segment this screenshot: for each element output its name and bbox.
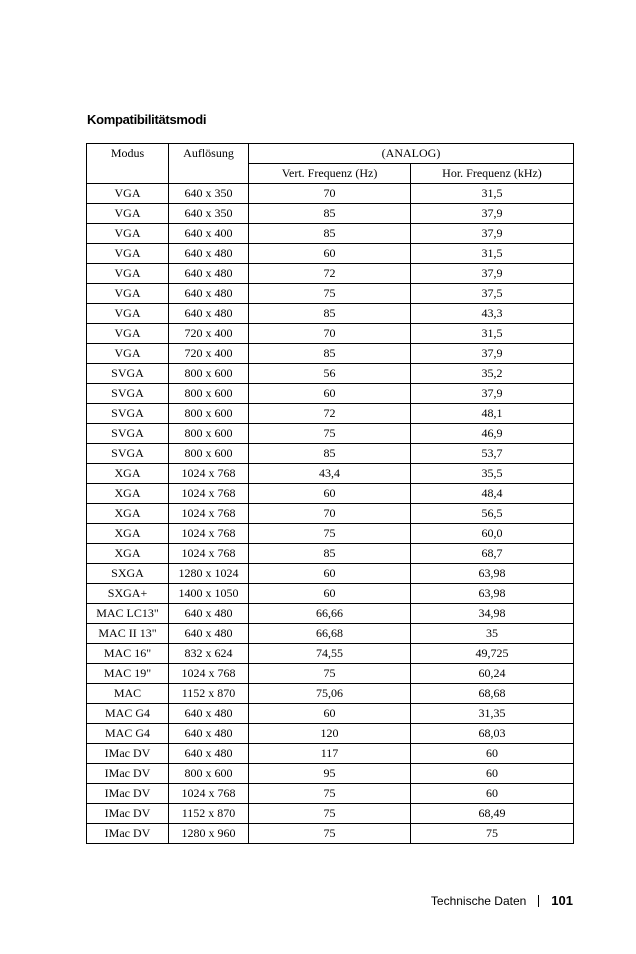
cell-resolution: 1024 x 768 — [169, 484, 249, 504]
cell-resolution: 640 x 480 — [169, 744, 249, 764]
cell-resolution: 720 x 400 — [169, 324, 249, 344]
cell-hor-frequency: 60,0 — [411, 524, 574, 544]
cell-hor-frequency: 46,9 — [411, 424, 574, 444]
cell-mode: VGA — [87, 344, 169, 364]
cell-mode: SXGA — [87, 564, 169, 584]
cell-vert-frequency: 85 — [249, 544, 411, 564]
table-row — [87, 524, 574, 544]
cell-vert-frequency: 60 — [249, 584, 411, 604]
cell-vert-frequency: 60 — [249, 484, 411, 504]
cell-hor-frequency: 63,98 — [411, 584, 574, 604]
cell-vert-frequency: 85 — [249, 304, 411, 324]
cell-hor-frequency: 31,5 — [411, 244, 574, 264]
cell-vert-frequency: 70 — [249, 324, 411, 344]
cell-resolution: 1280 x 960 — [169, 824, 249, 844]
cell-resolution: 1024 x 768 — [169, 664, 249, 684]
cell-mode: VGA — [87, 264, 169, 284]
cell-mode: MAC 19" — [87, 664, 169, 684]
cell-mode: MAC II 13" — [87, 624, 169, 644]
cell-mode: VGA — [87, 244, 169, 264]
table-body — [87, 184, 574, 844]
cell-resolution: 800 x 600 — [169, 764, 249, 784]
cell-mode: VGA — [87, 284, 169, 304]
table-row — [87, 224, 574, 244]
cell-vert-frequency: 60 — [249, 704, 411, 724]
footer-section-title: Technische Daten — [430, 893, 527, 908]
cell-mode: XGA — [87, 524, 169, 544]
cell-hor-frequency: 31,5 — [411, 184, 574, 204]
table-row — [87, 604, 574, 624]
table-row — [87, 384, 574, 404]
cell-hor-frequency: 37,9 — [411, 384, 574, 404]
cell-hor-frequency: 35 — [411, 624, 574, 644]
cell-resolution: 1024 x 768 — [169, 524, 249, 544]
cell-mode: MAC G4 — [87, 724, 169, 744]
header-mode: Modus — [87, 144, 169, 184]
cell-vert-frequency: 117 — [249, 744, 411, 764]
cell-resolution: 1024 x 768 — [169, 504, 249, 524]
cell-hor-frequency: 48,4 — [411, 484, 574, 504]
cell-resolution: 640 x 350 — [169, 204, 249, 224]
cell-vert-frequency: 75 — [249, 784, 411, 804]
table-row — [87, 364, 574, 384]
cell-resolution: 640 x 480 — [169, 724, 249, 744]
cell-resolution: 640 x 350 — [169, 184, 249, 204]
table-header — [87, 144, 574, 184]
cell-hor-frequency: 68,7 — [411, 544, 574, 564]
table-row — [87, 564, 574, 584]
table-row — [87, 644, 574, 664]
page-title: Kompatibilitätsmodi — [87, 112, 207, 127]
cell-vert-frequency: 70 — [249, 184, 411, 204]
cell-hor-frequency: 37,9 — [411, 344, 574, 364]
cell-mode: SVGA — [87, 384, 169, 404]
cell-vert-frequency: 85 — [249, 224, 411, 244]
cell-mode: VGA — [87, 324, 169, 344]
table-row — [87, 264, 574, 284]
cell-resolution: 1152 x 870 — [169, 804, 249, 824]
cell-hor-frequency: 56,5 — [411, 504, 574, 524]
table-row — [87, 304, 574, 324]
table-row — [87, 704, 574, 724]
cell-hor-frequency: 48,1 — [411, 404, 574, 424]
cell-resolution: 832 x 624 — [169, 644, 249, 664]
cell-hor-frequency: 60,24 — [411, 664, 574, 684]
header-analog: (ANALOG) — [249, 144, 574, 164]
cell-mode: IMac DV — [87, 824, 169, 844]
cell-resolution: 1152 x 870 — [169, 684, 249, 704]
table-row — [87, 424, 574, 444]
cell-hor-frequency: 68,49 — [411, 804, 574, 824]
table-row — [87, 464, 574, 484]
table-row — [87, 744, 574, 764]
cell-vert-frequency: 85 — [249, 344, 411, 364]
cell-vert-frequency: 75 — [249, 284, 411, 304]
cell-vert-frequency: 85 — [249, 204, 411, 224]
cell-hor-frequency: 37,9 — [411, 224, 574, 244]
cell-resolution: 640 x 480 — [169, 284, 249, 304]
cell-vert-frequency: 75 — [249, 824, 411, 844]
compatibility-table — [86, 143, 574, 844]
cell-hor-frequency: 60 — [411, 764, 574, 784]
cell-vert-frequency: 60 — [249, 244, 411, 264]
cell-vert-frequency: 56 — [249, 364, 411, 384]
cell-resolution: 800 x 600 — [169, 364, 249, 384]
cell-resolution: 1024 x 768 — [169, 464, 249, 484]
table-row — [87, 764, 574, 784]
cell-vert-frequency: 75 — [249, 424, 411, 444]
page-footer — [431, 893, 573, 908]
cell-resolution: 640 x 480 — [169, 244, 249, 264]
cell-hor-frequency: 37,9 — [411, 264, 574, 284]
cell-vert-frequency: 70 — [249, 504, 411, 524]
cell-mode: VGA — [87, 304, 169, 324]
cell-vert-frequency: 60 — [249, 384, 411, 404]
cell-resolution: 720 x 400 — [169, 344, 249, 364]
cell-mode: MAC LC13" — [87, 604, 169, 624]
cell-resolution: 1024 x 768 — [169, 784, 249, 804]
cell-hor-frequency: 60 — [411, 784, 574, 804]
cell-hor-frequency: 68,03 — [411, 724, 574, 744]
cell-mode: XGA — [87, 484, 169, 504]
cell-hor-frequency: 35,5 — [411, 464, 574, 484]
cell-hor-frequency: 34,98 — [411, 604, 574, 624]
table-row — [87, 244, 574, 264]
cell-vert-frequency: 75 — [249, 804, 411, 824]
cell-vert-frequency: 75,06 — [249, 684, 411, 704]
cell-vert-frequency: 95 — [249, 764, 411, 784]
cell-resolution: 1024 x 768 — [169, 544, 249, 564]
cell-resolution: 640 x 480 — [169, 624, 249, 644]
cell-vert-frequency: 43,4 — [249, 464, 411, 484]
cell-mode: XGA — [87, 544, 169, 564]
table-row — [87, 484, 574, 504]
cell-resolution: 640 x 480 — [169, 704, 249, 724]
table-row — [87, 404, 574, 424]
cell-hor-frequency: 35,2 — [411, 364, 574, 384]
table-row — [87, 544, 574, 564]
cell-mode: IMac DV — [87, 744, 169, 764]
cell-mode: SVGA — [87, 424, 169, 444]
cell-hor-frequency: 68,68 — [411, 684, 574, 704]
table-row — [87, 284, 574, 304]
table-row — [87, 624, 574, 644]
cell-vert-frequency: 75 — [249, 664, 411, 684]
cell-vert-frequency: 72 — [249, 264, 411, 284]
cell-mode: XGA — [87, 504, 169, 524]
cell-resolution: 640 x 480 — [169, 604, 249, 624]
cell-mode: VGA — [87, 184, 169, 204]
cell-mode: VGA — [87, 224, 169, 244]
cell-mode: SVGA — [87, 364, 169, 384]
cell-resolution: 800 x 600 — [169, 444, 249, 464]
cell-hor-frequency: 31,5 — [411, 324, 574, 344]
cell-vert-frequency: 85 — [249, 444, 411, 464]
cell-mode: IMac DV — [87, 784, 169, 804]
cell-mode: SVGA — [87, 404, 169, 424]
cell-hor-frequency: 60 — [411, 744, 574, 764]
cell-vert-frequency: 75 — [249, 524, 411, 544]
cell-resolution: 640 x 400 — [169, 224, 249, 244]
cell-hor-frequency: 75 — [411, 824, 574, 844]
cell-resolution: 800 x 600 — [169, 384, 249, 404]
cell-hor-frequency: 31,35 — [411, 704, 574, 724]
table-row — [87, 584, 574, 604]
cell-resolution: 640 x 480 — [169, 304, 249, 324]
cell-vert-frequency: 120 — [249, 724, 411, 744]
cell-mode: VGA — [87, 204, 169, 224]
cell-vert-frequency: 66,66 — [249, 604, 411, 624]
table-row — [87, 784, 574, 804]
cell-hor-frequency: 43,3 — [411, 304, 574, 324]
table-row — [87, 664, 574, 684]
cell-resolution: 1400 x 1050 — [169, 584, 249, 604]
cell-mode: MAC G4 — [87, 704, 169, 724]
table-row — [87, 324, 574, 344]
cell-hor-frequency: 37,9 — [411, 204, 574, 224]
table-row — [87, 724, 574, 744]
table-row — [87, 504, 574, 524]
cell-mode: IMac DV — [87, 764, 169, 784]
cell-mode: SVGA — [87, 444, 169, 464]
cell-resolution: 800 x 600 — [169, 404, 249, 424]
cell-mode: SXGA+ — [87, 584, 169, 604]
table-row — [87, 184, 574, 204]
header-hor-frequency: Hor. Frequenz (kHz) — [411, 164, 574, 184]
table-row — [87, 824, 574, 844]
table-row — [87, 444, 574, 464]
cell-hor-frequency: 53,7 — [411, 444, 574, 464]
cell-vert-frequency: 60 — [249, 564, 411, 584]
table-row — [87, 804, 574, 824]
table-row — [87, 204, 574, 224]
cell-mode: IMac DV — [87, 804, 169, 824]
header-resolution: Auflösung — [169, 144, 249, 184]
cell-hor-frequency: 49,725 — [411, 644, 574, 664]
cell-hor-frequency: 37,5 — [411, 284, 574, 304]
table-row — [87, 344, 574, 364]
cell-resolution: 640 x 480 — [169, 264, 249, 284]
footer-separator — [538, 895, 539, 907]
table-row — [87, 684, 574, 704]
header-vert-frequency: Vert. Frequenz (Hz) — [249, 164, 411, 184]
cell-mode: MAC — [87, 684, 169, 704]
cell-mode: MAC 16" — [87, 644, 169, 664]
cell-vert-frequency: 66,68 — [249, 624, 411, 644]
cell-hor-frequency: 63,98 — [411, 564, 574, 584]
cell-resolution: 1280 x 1024 — [169, 564, 249, 584]
cell-resolution: 800 x 600 — [169, 424, 249, 444]
cell-vert-frequency: 74,55 — [249, 644, 411, 664]
cell-vert-frequency: 72 — [249, 404, 411, 424]
cell-mode: XGA — [87, 464, 169, 484]
page-number: 101 — [551, 893, 573, 908]
